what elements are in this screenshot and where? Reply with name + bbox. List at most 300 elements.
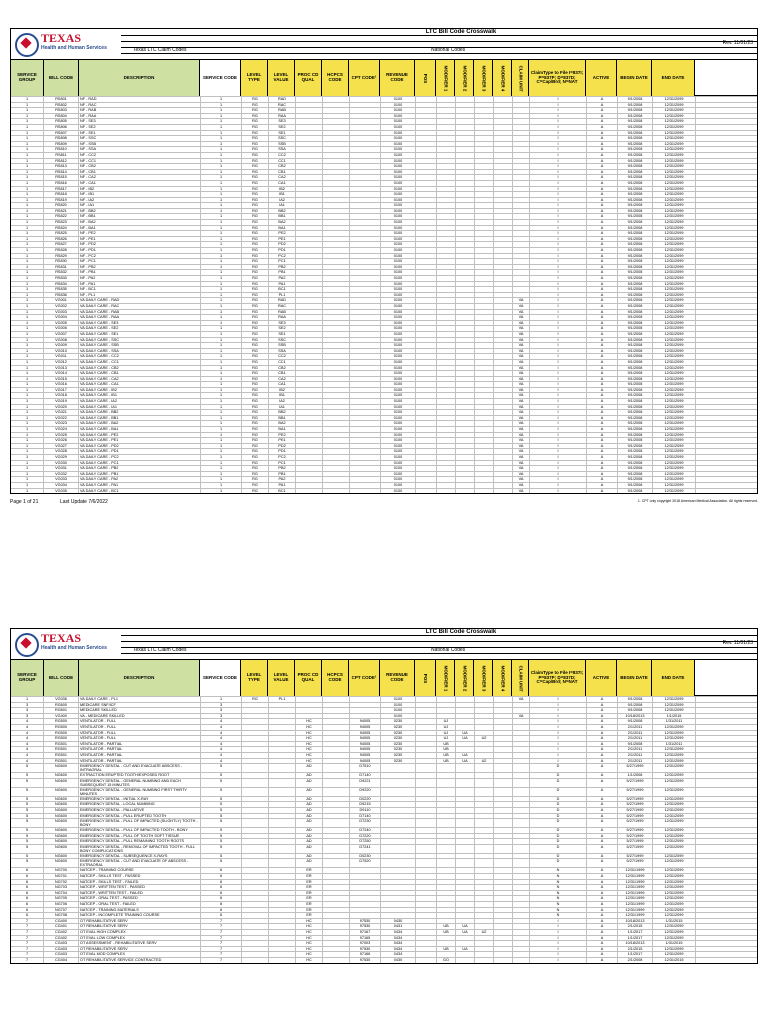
cell-sc: 3 [201,714,242,719]
cell-bc: NG600 [44,764,79,772]
cell-bc: RS824 [44,226,79,231]
cell-ct: I [530,298,587,303]
cell-hcpcs [323,759,350,764]
cell-ed: 12/31/2099 [653,214,696,219]
cell-m2: UA [456,930,475,935]
cell-act: A [587,131,618,136]
cell-sc: 1 [201,697,242,702]
cell-m2 [456,455,475,460]
cell-bc: NG600 [44,845,79,853]
cell-lt [242,714,269,719]
cell-rev: 0100 [381,377,416,382]
cell-rev: 0100 [381,714,416,719]
cell-bd: 9/1/2008 [618,708,653,713]
cell-cu: VA [513,438,530,443]
cell-cu [513,209,530,214]
cell-bd: 9/1/2008 [618,164,653,169]
cell-m2 [456,714,475,719]
cell-m2 [456,338,475,343]
cell-bd: 2/1/2011 [618,725,653,730]
cell-sg: 4 [11,725,44,730]
cell-pcq [296,489,323,494]
cell-cpt [350,254,381,259]
cell-m3 [475,114,494,119]
cell-pcq: HC [296,719,323,724]
cell-lv [269,958,296,963]
cell-ed: 12/31/2099 [653,399,696,404]
cell-pos [416,902,437,907]
cell-m3 [475,226,494,231]
cell-sc: 1 [201,461,242,466]
cell-bd: 9/1/2008 [618,103,653,108]
cell-cu [513,868,530,873]
page-title: LTC Bill Code Crosswalk [425,29,497,35]
cell-cu [513,181,530,186]
cell-ed: 12/31/2099 [653,819,696,827]
cell-pos [416,736,437,741]
col-header-ct: ClaimType to File I=837I; P=837P; D=837D; C=Cap/Brd; N=NAT [529,60,586,96]
cell-sg: 3 [11,714,44,719]
cell-sc: 6 [201,880,242,885]
cell-ct: D [530,779,587,787]
cell-m2: UA [456,924,475,929]
cell-bc: VG035 [44,489,79,494]
cell-pos [416,697,437,702]
cell-act: A [587,254,618,259]
cell-hcpcs [323,828,350,833]
cell-pcq: HC [296,952,323,957]
cell-sg: 1 [11,477,44,482]
cell-sg: 5 [11,788,44,796]
cell-act: A [587,703,618,708]
cell-desc: NF - PC2 [79,254,201,259]
cell-lv: BB2 [269,410,296,415]
cell-ed: 12/31/2099 [653,472,696,477]
cell-bd: 5/27/1999 [618,834,653,839]
cell-sg: 7 [11,952,44,957]
cell-m3 [475,802,494,807]
cell-pos [416,913,437,918]
table-row [11,292,757,298]
cell-lv: SE1 [269,332,296,337]
cell-hcpcs [323,708,350,713]
cell-rev: 0100 [381,371,416,376]
cell-act: A [587,714,618,719]
cell-sc: 1 [201,276,242,281]
cell-hcpcs [323,366,350,371]
cell-hcpcs [323,427,350,432]
cell-bc: RS817 [44,187,79,192]
cell-cpt [350,248,381,253]
cell-ct: I [530,326,587,331]
cell-rev [381,834,416,839]
cell-rev: 0100 [381,472,416,477]
cell-pos [416,859,437,867]
cell-lt [242,839,269,844]
cell-m1 [437,788,456,796]
cell-rev: 0100 [381,388,416,393]
cell-desc: NATCEP - SKILLS TEST - FAILED [79,880,201,885]
cell-cu [513,136,530,141]
cell-cpt [350,181,381,186]
cell-lt: RG [242,338,269,343]
cell-sg: 6 [11,874,44,879]
cell-sc: 7 [201,958,242,963]
page-title-2: LTC Bill Code Crosswalk [425,629,497,635]
cell-cu [513,282,530,287]
cell-sg: 1 [11,265,44,270]
cell-pos [416,108,437,113]
table-row [11,833,757,839]
cell-pos [416,366,437,371]
cell-bd: 5/27/1999 [618,839,653,844]
cell-ed: 12/31/2099 [653,773,696,778]
cell-sc: 7 [201,941,242,946]
cell-sc: 1 [201,315,242,320]
cell-pcq [296,315,323,320]
cell-sg: 1 [11,170,44,175]
cell-act: A [587,159,618,164]
cell-pos [416,187,437,192]
cell-m1 [437,868,456,873]
cell-cu [513,913,530,918]
table-row [11,264,757,270]
cell-m3 [475,731,494,736]
cell-bd: 5/27/1999 [618,764,653,772]
cell-sg: 1 [11,405,44,410]
cell-m3 [475,839,494,844]
cell-m2 [456,377,475,382]
cell-bd: 12/31/1999 [618,868,653,873]
cell-act: A [587,779,618,787]
cell-sc: 6 [201,874,242,879]
cell-pos [416,731,437,736]
cell-sg: 1 [11,461,44,466]
cell-cu [513,759,530,764]
cell-ed: 12/31/2099 [653,159,696,164]
cell-bc: VG010 [44,349,79,354]
cell-cu: VA [513,444,530,449]
cell-m2 [456,868,475,873]
cell-m2 [456,466,475,471]
cell-sg: 6 [11,885,44,890]
cell-hcpcs [323,719,350,724]
table-row [11,807,757,813]
cell-cu [513,170,530,175]
cell-m3 [475,421,494,426]
cell-m1 [437,304,456,309]
cell-pos [416,455,437,460]
cell-cpt: D9110 [350,808,381,813]
cell-hcpcs [323,388,350,393]
cell-lt: RG [242,170,269,175]
cell-pos [416,874,437,879]
cell-hcpcs [323,175,350,180]
cell-m4 [494,354,513,359]
cell-rev: 0100 [381,114,416,119]
cell-m2 [456,874,475,879]
cell-sg: 6 [11,913,44,918]
cell-ed: 12/31/2099 [653,764,696,772]
table-row [11,763,757,772]
cell-bc: RG500 [44,719,79,724]
cell-cu [513,153,530,158]
cell-m2 [456,270,475,275]
cell-hcpcs [323,136,350,141]
cell-pcq [296,697,323,702]
cell-act: A [587,908,618,913]
cell-lv: PD2 [269,242,296,247]
cell-m1 [437,393,456,398]
cell-ct: I [530,958,587,963]
table-row [11,918,757,924]
cell-lt: RG [242,153,269,158]
cell-sg: 1 [11,203,44,208]
cell-sg: 1 [11,287,44,292]
cell-sc: 5 [201,819,242,827]
cell-ct: I [530,159,587,164]
table-row [11,746,757,752]
cell-bd: 9/1/2008 [618,382,653,387]
cell-m3 [475,936,494,941]
cell-pcq [296,282,323,287]
cell-m1: UB [437,930,456,935]
cell-bd: 5/27/1999 [618,814,653,819]
cell-bd: 10/18/2013 [618,941,653,946]
cell-ed: 12/31/2099 [653,449,696,454]
table-row [11,353,757,359]
cell-cpt [350,449,381,454]
cell-cu [513,773,530,778]
cell-pcq: ER [296,913,323,918]
table-row [11,241,757,247]
cell-pos [416,908,437,913]
cell-lt: RG [242,142,269,147]
cell-lv: SSB [269,343,296,348]
col-header-act: ACTIVE [586,660,617,696]
cell-ed: 12/31/2099 [653,170,696,175]
cell-pcq [296,237,323,242]
cell-sg: 1 [11,371,44,376]
cell-m2 [456,366,475,371]
cell-sg: 5 [11,854,44,859]
cell-desc: VENTILATOR - PARTIAL [79,742,201,747]
cell-hcpcs [323,220,350,225]
cell-hcpcs [323,270,350,275]
cell-pos [416,936,437,941]
cell-act: A [587,360,618,365]
cell-sg: 7 [11,941,44,946]
cell-rev: 0100 [381,220,416,225]
cell-bd: 9/1/2008 [618,310,653,315]
col-header-cu: CLAIM UNIT [512,660,529,696]
table-row [11,348,757,354]
cell-ed: 12/31/2099 [653,393,696,398]
cell-desc: VA DAILY CARE - SSC [79,338,201,343]
cell-bc: VG011 [44,354,79,359]
col-header-m4: MODIFIER 4 [493,60,512,96]
table-row [11,454,757,460]
cell-ct: I [530,203,587,208]
cell-pcq [296,242,323,247]
col-header-m3: MODIFIER 3 [474,60,493,96]
cell-sc: 1 [201,472,242,477]
cell-cpt [350,902,381,907]
cell-m2 [456,198,475,203]
cell-sc: 1 [201,410,242,415]
cell-bc: RS807 [44,131,79,136]
cell-bd: 5/27/1999 [618,819,653,827]
col-header-lv: LEVEL VALUE [268,60,295,96]
cell-lt: RG [242,405,269,410]
cell-ct: I [530,97,587,102]
cell-cu [513,880,530,885]
cell-desc: OT REHABILITATIVE SERV [79,924,201,929]
cell-pcq [296,354,323,359]
cell-pos [416,159,437,164]
cell-act: A [587,936,618,941]
cell-rev: 0230 [381,736,416,741]
cell-ct: I [530,198,587,203]
cell-lt [242,808,269,813]
cell-desc: NF - SSA [79,147,201,152]
cell-cu [513,142,530,147]
cell-sg: 1 [11,366,44,371]
cell-sg: 1 [11,164,44,169]
cell-act: A [587,343,618,348]
cell-hcpcs [323,248,350,253]
cell-sc: 1 [201,332,242,337]
cell-lv: IA1 [269,203,296,208]
cell-sc: 1 [201,354,242,359]
cell-sc: 4 [201,731,242,736]
cell-ed: 12/31/2099 [653,839,696,844]
table-row [11,735,757,741]
cell-m2 [456,742,475,747]
cell-m4 [494,265,513,270]
cell-desc: VA DAILY CARE - SSB [79,343,201,348]
cell-m2 [456,427,475,432]
cell-m1 [437,880,456,885]
cell-rev [381,874,416,879]
cell-cu: VA [513,455,530,460]
cell-desc: VA DAILY CARE - PB2 [79,466,201,471]
cell-ed: 12/31/2099 [653,788,696,796]
cell-ed: 12/31/2099 [653,427,696,432]
cell-pcq: HC [296,924,323,929]
cell-bc: RS808 [44,136,79,141]
table-row [11,707,757,713]
cell-rev [381,854,416,859]
cell-desc: EMERGENCY DENTAL - PULL ERUPTED TOOTH [79,814,201,819]
cell-cu [513,839,530,844]
cell-sc: 1 [201,438,242,443]
col-header-m1: MODIFIER 1 [436,60,455,96]
cell-cu: VA [513,399,530,404]
cell-m4 [494,703,513,708]
cell-lt: RG [242,203,269,208]
cell-m2 [456,343,475,348]
cell-m1 [437,103,456,108]
cell-m2 [456,819,475,827]
table-row [11,713,757,719]
cell-m3 [475,131,494,136]
cell-m4 [494,731,513,736]
cell-m1 [437,819,456,827]
cell-sc: 1 [201,142,242,147]
cell-ed: 12/31/2099 [653,930,696,935]
cell-sc: 1 [201,427,242,432]
cell-hcpcs [323,338,350,343]
table-row [11,946,757,952]
cell-rev: 0100 [381,159,416,164]
cell-lv [269,859,296,867]
cell-m3 [475,108,494,113]
cell-lt: RG [242,466,269,471]
cell-ed: 12/31/2099 [653,220,696,225]
cell-ct: I [530,242,587,247]
cell-desc: VENTILATOR - PARTIAL [79,747,201,752]
cell-desc: EMERGENCY DENTAL - CUT AND EVACUATE ABSCESS - INTRAORAL [79,764,201,772]
table-row [11,158,757,164]
cell-lv: CC1 [269,159,296,164]
cell-lv: PL1 [269,697,296,702]
cell-rev: 0434 [381,941,416,946]
cell-pcq: AD [296,828,323,833]
cell-m2 [456,147,475,152]
col-header-ct: ClaimType to File I=837I; P=837P; D=837D; C=Cap/Brd; N=NAT [529,660,586,696]
cell-m2 [456,242,475,247]
cell-pcq [296,276,323,281]
cell-m4 [494,114,513,119]
cell-sc: 1 [201,170,242,175]
cell-pos [416,164,437,169]
cell-m4 [494,405,513,410]
cell-m3 [475,703,494,708]
cell-bc: VG019 [44,399,79,404]
cell-lt: RG [242,187,269,192]
cell-m2 [456,896,475,901]
cell-cu [513,248,530,253]
cell-bd: 9/1/2008 [618,326,653,331]
cell-m2 [456,103,475,108]
cell-sc: 5 [201,797,242,802]
cell-lt: RG [242,242,269,247]
cell-m1 [437,483,456,488]
cell-act: A [587,859,618,867]
cell-ct: I [530,405,587,410]
cell-lt: RG [242,449,269,454]
cell-bd: 2/1/2011 [618,759,653,764]
cell-bc: RS812 [44,159,79,164]
cell-lv: IA2 [269,399,296,404]
cell-m2 [456,854,475,859]
cell-m3 [475,874,494,879]
col-header-hcpcs: HCPCS CODE [322,60,349,96]
table-row [11,258,757,264]
cell-m3 [475,382,494,387]
cell-rev [381,902,416,907]
cell-ct: I [530,731,587,736]
cell-lv [269,819,296,827]
cell-sc: 1 [201,477,242,482]
cell-lt: RG [242,248,269,253]
cell-cpt: 94005 [350,747,381,752]
cell-m3 [475,136,494,141]
col-header-sg: SERVICE GROUP [11,60,44,96]
cell-pos [416,421,437,426]
cell-bd: 12/31/1999 [618,880,653,885]
